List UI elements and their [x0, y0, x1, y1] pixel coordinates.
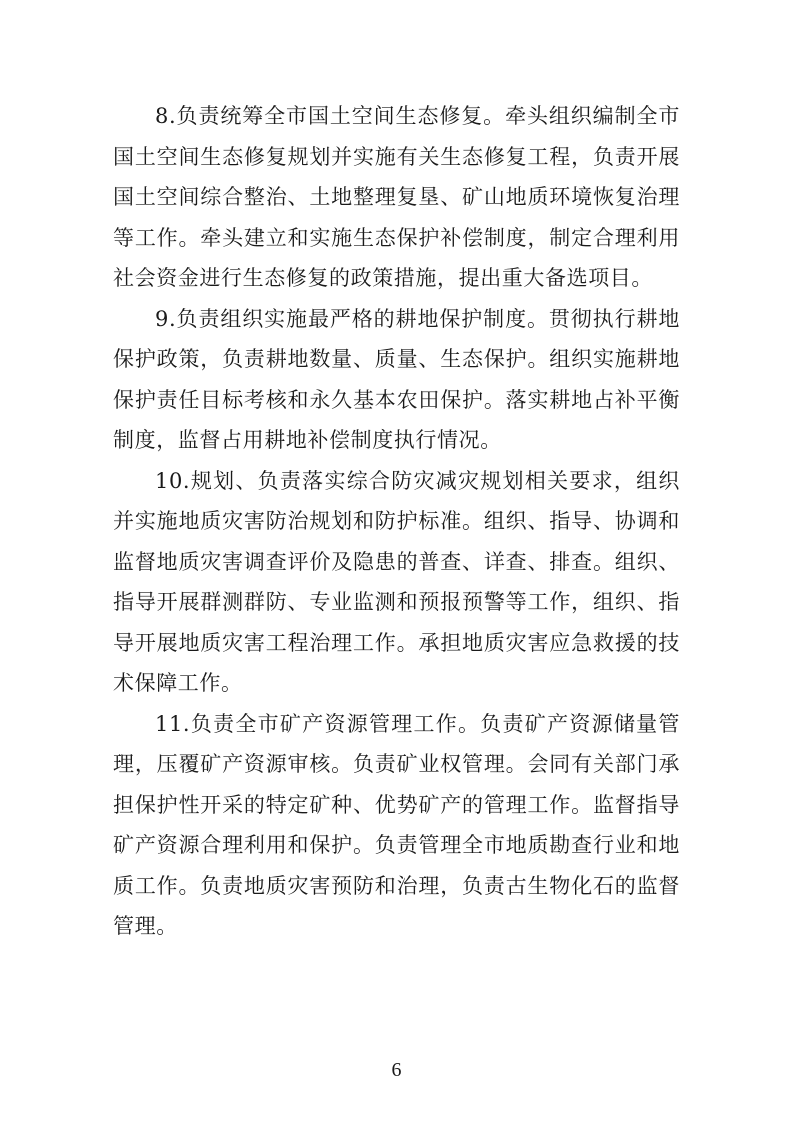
paragraph-item-8: 8.负责统筹全市国土空间生态修复。牵头组织编制全市国土空间生态修复规划并实施有关生态修复工程，负责开展国土空间综合整治、土地整理复垦、矿山地质环境恢复治理等工作。牵头建立和实施生态保护补偿制度，制定合理利用社会资金进行生态修复的政策措施，提出重大备选项目。: [113, 104, 680, 290]
paragraph-item-10: 10.规划、负责落实综合防灾减灾规划相关要求，组织并实施地质灾害防治规划和防护标准。组织、指导、协调和监督地质灾害调查评价及隐患的普查、详查、排查。组织、指导开展群测群防、专业监测和预报预警等工作，组织、指导开展地质灾害工程治理工作。承担地质灾害应急救援的技术保障工作。: [113, 468, 680, 695]
paragraph-item-11: 11.负责全市矿产资源管理工作。负责矿产资源储量管理，压覆矿产资源审核。负责矿业权管理。会同有关部门承担保护性开采的特定矿种、优势矿产的管理工作。监督指导矿产资源合理利用和保护。负责管理全市地质勘查行业和地质工作。负责地质灾害预防和治理，负责古生物化石的监督管理。: [113, 711, 680, 938]
paragraph-item-9: 9.负责组织实施最严格的耕地保护制度。贯彻执行耕地保护政策，负责耕地数量、质量、生态保护。组织实施耕地保护责任目标考核和永久基本农田保护。落实耕地占补平衡制度，监督占用耕地补偿制度执行情况。: [113, 306, 680, 452]
page-number: 6: [391, 1059, 402, 1081]
body-text: [113, 96, 680, 947]
